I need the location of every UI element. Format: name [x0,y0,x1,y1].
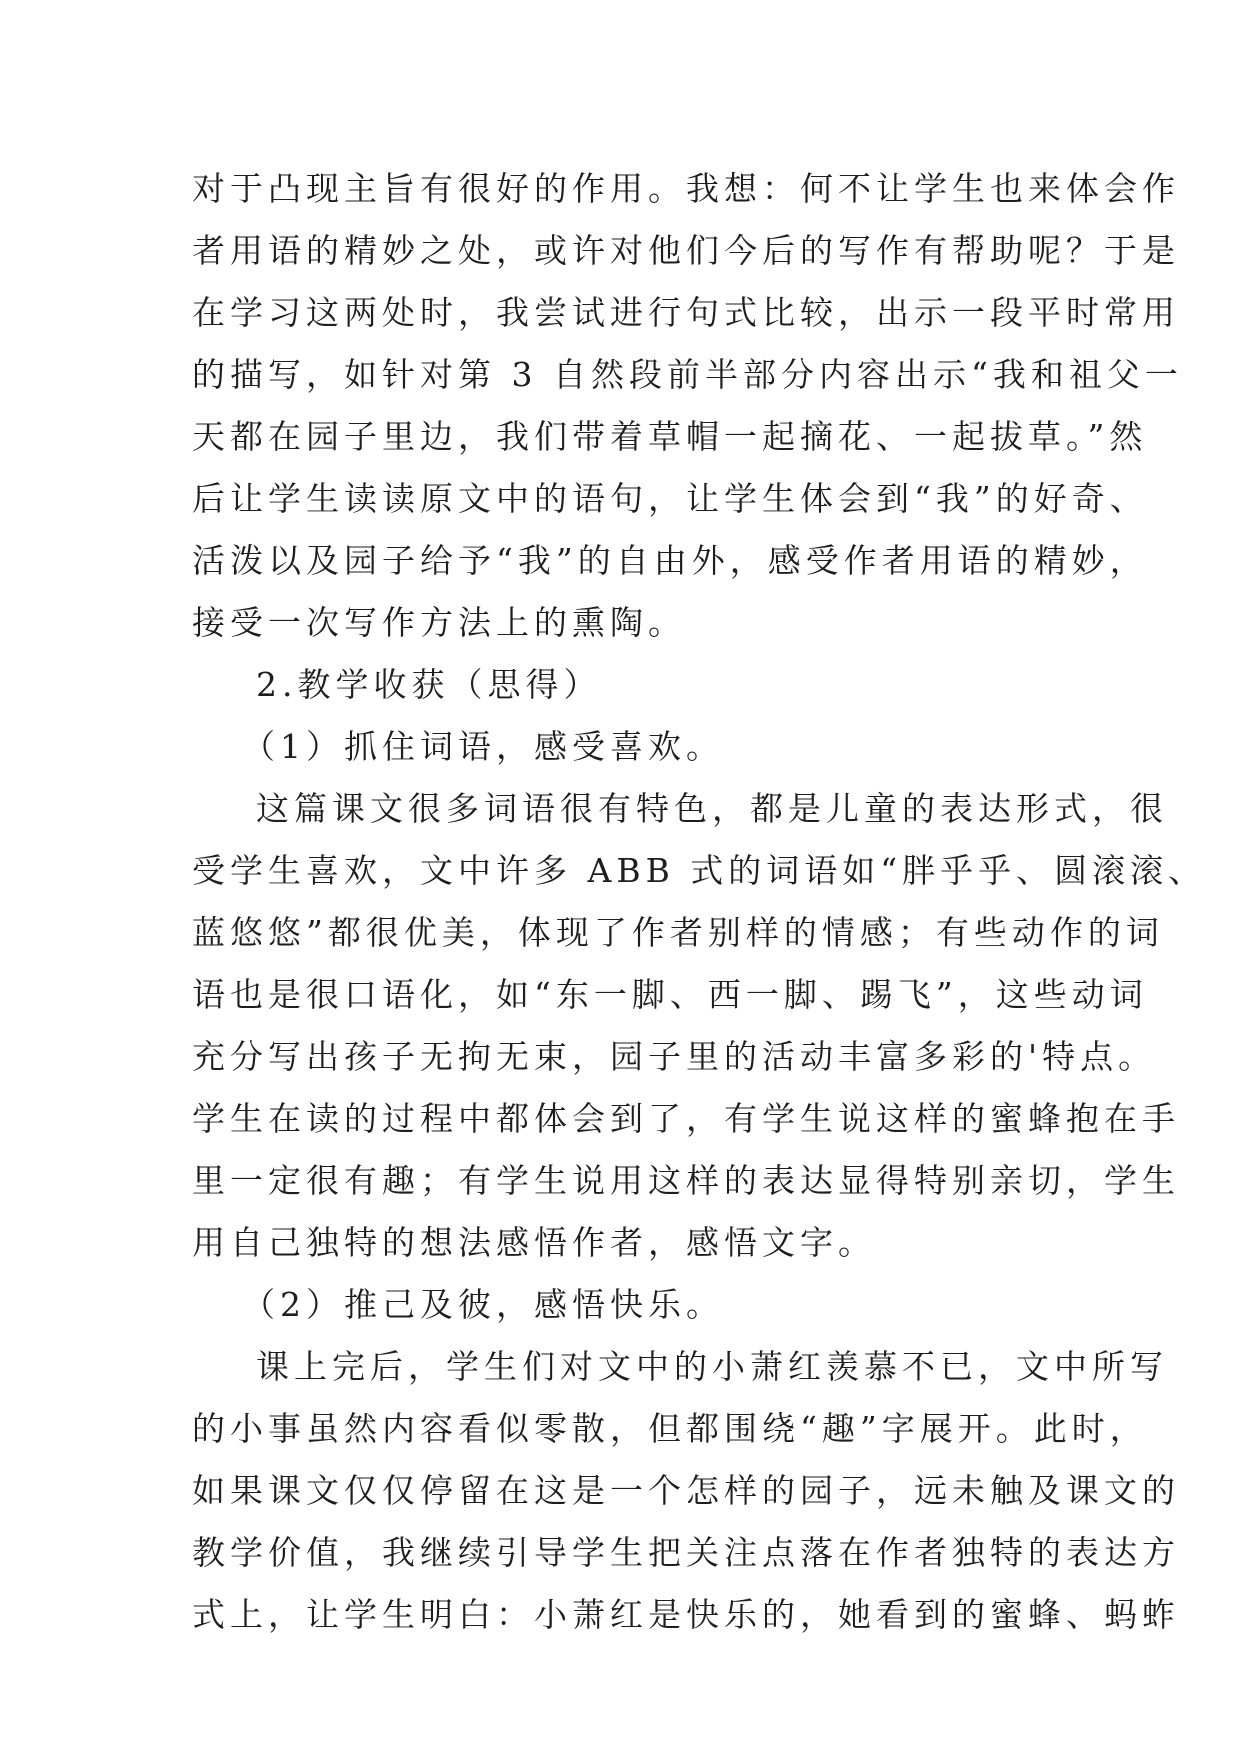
text-line: 的描写，如针对第 3 自然段前半部分内容出示“我和祖父一 [192,355,1183,394]
text-line: 里一定很有趣；有学生说用这样的表达显得特别亲切，学生 [192,1161,1180,1200]
text-line: 者用语的精妙之处，或许对他们今后的写作有帮助呢？于是 [192,231,1180,270]
subsection-heading: （1）抓住词语，感受喜欢。 [242,727,724,766]
paragraph-start-line: 课上完后，学生们对文中的小萧红羡慕不已，文中所写 [256,1347,1168,1386]
text-line: 活泼以及园子给予“我”的自由外，感受作者用语的精妙， [192,541,1148,580]
text-line: 接受一次写作方法上的熏陶。 [192,603,686,642]
text-line: 式上，让学生明白：小萧红是快乐的，她看到的蜜蜂、蚂蚱 [192,1595,1180,1634]
text-line: 如果课文仅仅停留在这是一个怎样的园子，远未触及课文的 [192,1471,1180,1510]
text-line: 教学价值，我继续引导学生把关注点落在作者独特的表达方 [192,1533,1180,1572]
text-line: 充分写出孩子无拘无束，园子里的活动丰富多彩的'特点。 [192,1037,1157,1076]
section-heading: 2.教学收获（思得） [256,665,602,704]
text-body [192,158,1207,1646]
text-line: 在学习这两处时，我尝试进行句式比较，出示一段平时常用 [192,293,1180,332]
text-line: 后让学生读读原文中的语句，让学生体会到“我”的好奇、 [192,479,1148,518]
text-line: 蓝悠悠”都很优美，体现了作者别样的情感；有些动作的词 [192,913,1164,952]
text-line: 语也是很口语化，如“东一脚、西一脚、踢飞”，这些动词 [192,975,1148,1014]
text-line: 学生在读的过程中都体会到了，有学生说这样的蜜蜂抱在手 [192,1099,1180,1138]
text-line: 对于凸现主旨有很好的作用。我想：何不让学生也来体会作 [192,169,1180,208]
text-line: 天都在园子里边，我们带着草帽一起摘花、一起拔草。”然 [192,417,1148,456]
text-line: 用自己独特的想法感悟作者，感悟文字。 [192,1223,876,1262]
subsection-heading: （2）推己及彼，感悟快乐。 [242,1285,724,1324]
paragraph-start-line: 这篇课文很多词语很有特色，都是儿童的表达形式，很 [256,789,1168,828]
text-line: 受学生喜欢，文中许多 ABB 式的词语如“胖乎乎、圆滚滚、 [192,851,1207,890]
text-line: 的小事虽然内容看似零散，但都围绕“趣”字展开。此时， [192,1409,1148,1448]
